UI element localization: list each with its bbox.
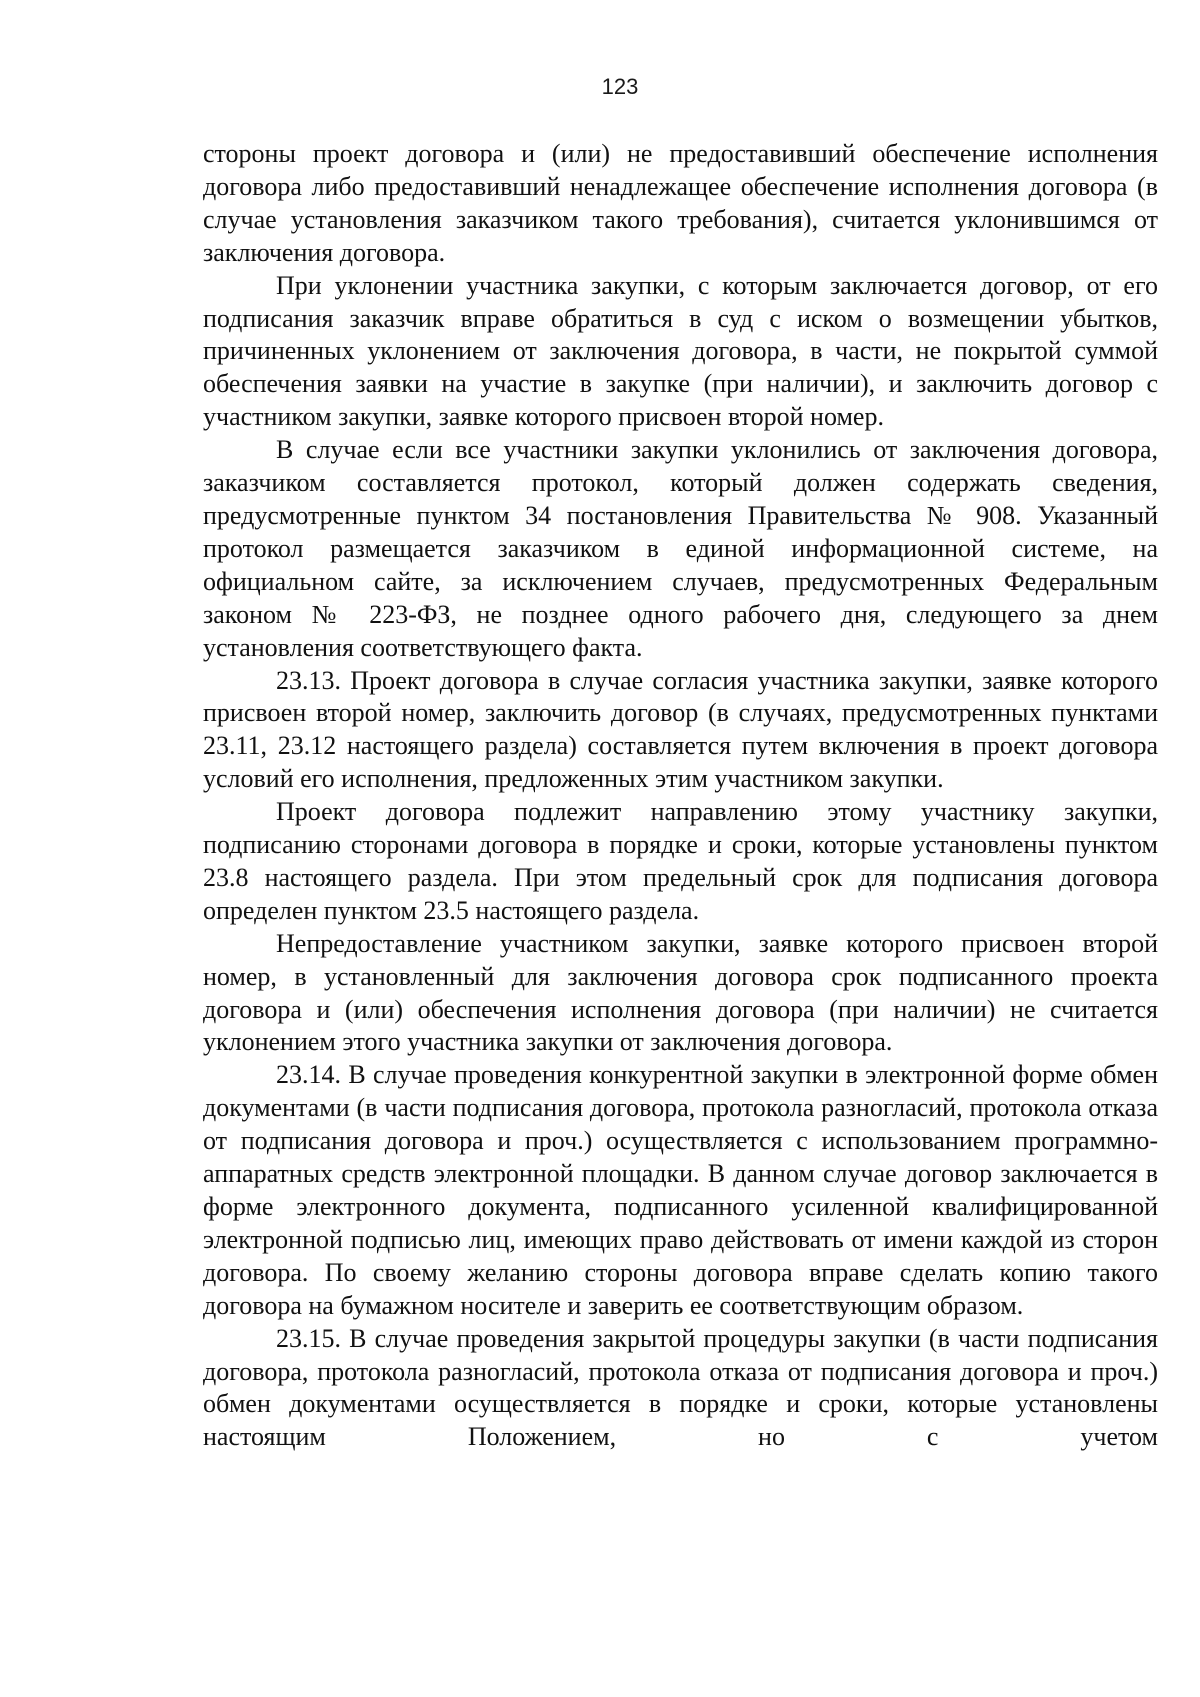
paragraph-non-provision: Непредоставление участником закупки, заявке которого присвоен второй номер, в установленный для заключения договора срок подписанного проекта договора и (или) обеспечения исполнения договора (при наличии) не считается уклонением этого участника закупки от заключения договора. <box>203 928 1158 1057</box>
paragraph-23-13: 23.13. Проект договора в случае согласия участника закупки, заявке которого присвоен второй номер, заключить договор (в случаях, предусмотренных пунктами 23.11, 23.12 настоящего раздела) составляется путем включения в проект договора условий его исполнения, предложенных этим участником закупки. <box>203 665 1158 794</box>
paragraph-evasion-damages: При уклонении участника закупки, с которым заключается договор, от его подписания заказчик вправе обратиться в суд с иском о возмещении убытков, причиненных уклонением от заключения договора, в части, не покрытой суммой обеспечения заявки на участие в закупке (при наличии), и заключить договор с участником закупки, заявке которого присвоен второй номер. <box>203 270 1158 432</box>
paragraph-all-evaded-protocol: В случае если все участники закупки уклонились от заключения договора, заказчиком составляется протокол, который должен содержать сведения, предусмотренные пунктом 34 постановления Правительства № 908. Указанный протокол размещается заказчиком в единой информационной системе, на официальном сайте, за исключением случаев, предусмотренных Федеральным законом № 223-ФЗ, не позднее одного рабочего дня, следующего за днем установления соответствующего факта. <box>203 435 1158 662</box>
document-body <box>203 138 1158 1454</box>
paragraph-continuation: стороны проект договора и (или) не предоставивший обеспечение исполнения договора либо предоставивший ненадлежащее обеспечение исполнения договора (в случае установления заказчиком такого требования), считается уклонившимся от заключения договора. <box>203 139 1158 267</box>
paragraph-23-15: 23.15. В случае проведения закрытой процедуры закупки (в части подписания договора, протокола разногласий, протокола отказа от подписания договора и проч.) обмен документами осуществляется в порядке и сроки, которые установлены настоящим Положением, но с учетом <box>203 1323 1158 1452</box>
page-number: 123 <box>601 74 639 99</box>
paragraph-draft-contract-delivery: Проект договора подлежит направлению этому участнику закупки, подписанию сторонами договора в порядке и сроки, которые установлены пунктом 23.8 настоящего раздела. При этом предельный срок для подписания договора определен пунктом 23.5 настоящего раздела. <box>203 797 1158 925</box>
paragraph-23-14: 23.14. В случае проведения конкурентной закупки в электронной форме обмен документами (в части подписания договора, протокола разногласий, протокола отказа от подписания договора и проч.) осуществляется с использованием программно-аппаратных средств электронной площадки. В данном случае договор заключается в форме электронного документа, подписанного усиленной квалифицированной электронной подписью лиц, имеющих право действовать от имени каждой из сторон договора. По своему желанию стороны договора вправе сделать копию такого договора на бумажном носителе и заверить ее соответствующим образом. <box>203 1060 1158 1320</box>
